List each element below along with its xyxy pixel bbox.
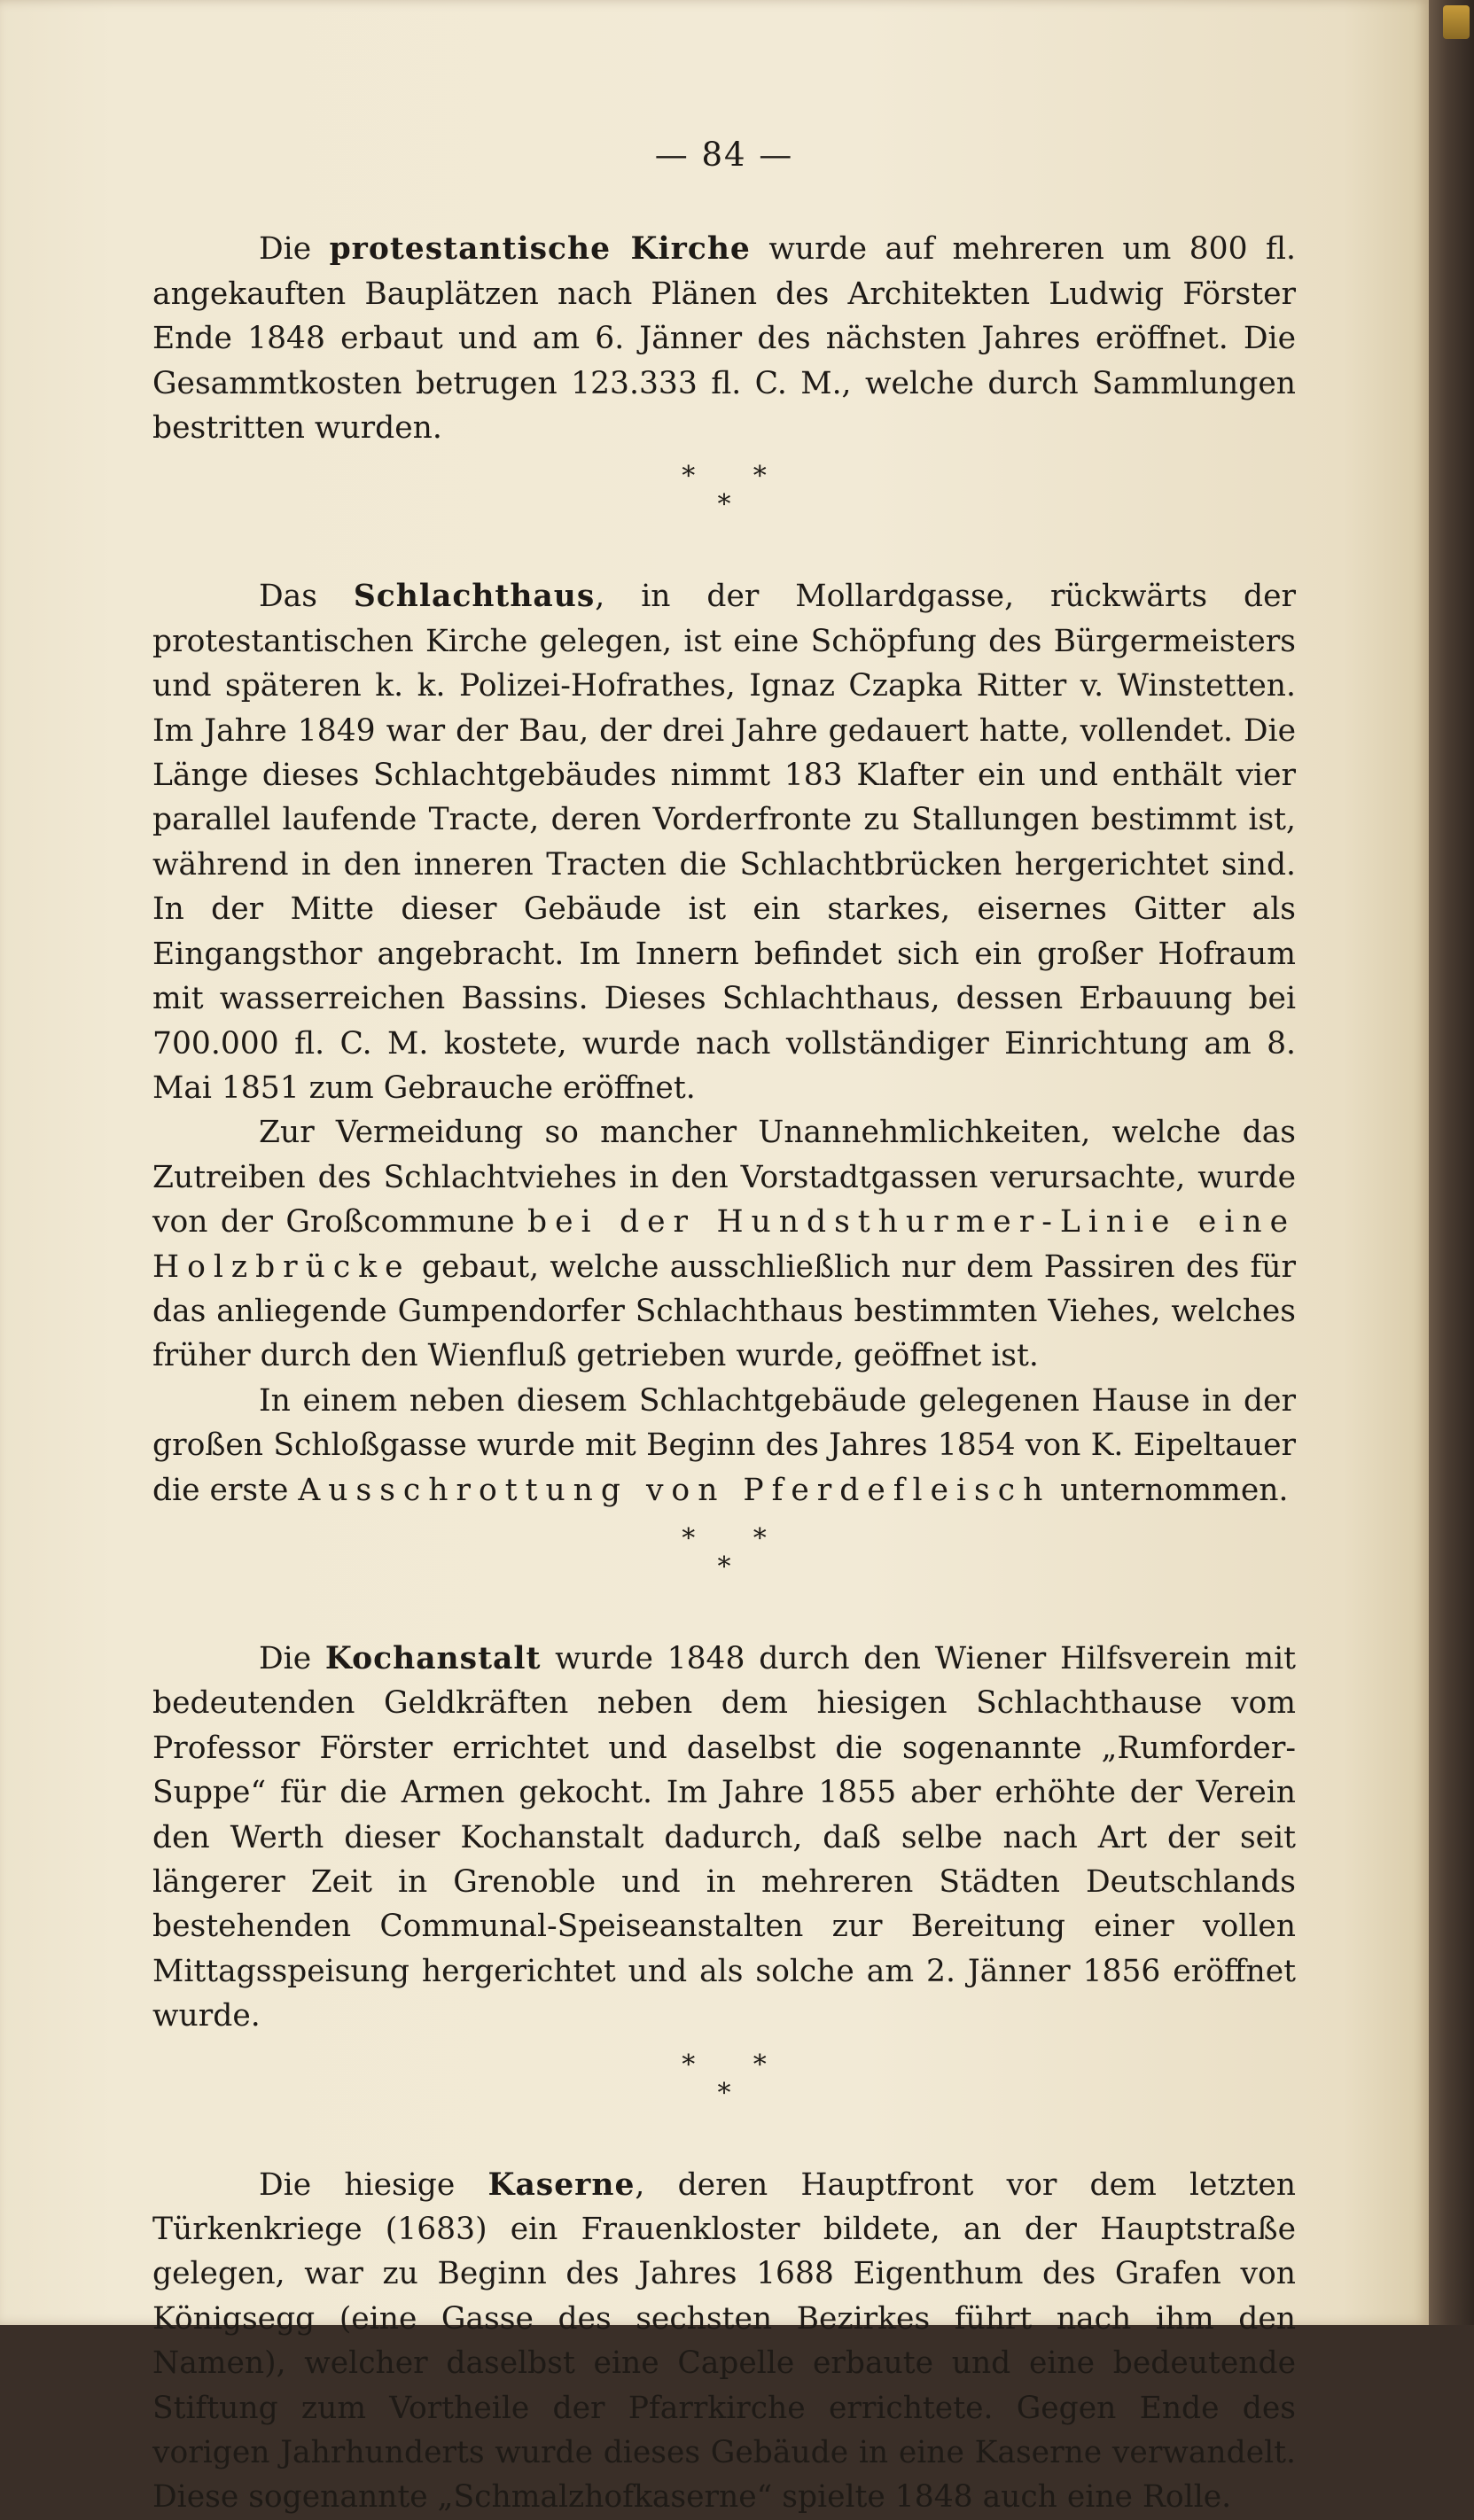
paragraph xyxy=(152,1637,1296,2039)
section-heading: protestantische Kirche xyxy=(329,231,751,268)
section-heading: Kaserne xyxy=(487,2166,636,2203)
text-run: unternommen. xyxy=(1050,1472,1289,1508)
page-text xyxy=(152,133,1296,2520)
section-separator xyxy=(152,463,1296,541)
text-run: , in der Mollardgasse, rückwärts der protestantischen Kirche gelegen, ist eine Schöpfung des Bürgermeisters und späteren k. k. Polizei-Hofrathes, Ignaz Czapka Ritter v. Winstetten. Im Jahre 1849 war der Bau, der drei Jahre gedauert hatte, vollendet. Die Länge dieses Schlachtgebäudes nimmt 183 Klafter ein und enthält vier parallel laufende Tracte, deren Vorderfronte zu Stallungen bestimmt ist, während in den inneren Tracten die Schlachtbrücken hergerichtet sind. In der Mitte dieser Gebäude ist ein starkes, eisernes Gitter als Eingangsthor angebracht. Im Innern befindet sich ein großer Hofraum mit wasserreichen Bassins. Dieses Schlachthaus, dessen Erbauung bei 700.000 fl. C. M. kostete, wurde nach vollständiger Einrichtung am 8. Mai 1851 zum Gebrauche eröffnet. xyxy=(152,579,1296,1106)
paragraph xyxy=(152,1379,1296,1513)
text-run: , deren Hauptfront vor dem letzten Türkenkriege (1683) ein Frauenkloster bildete, an der Hauptstraße gelegen, war zu Beginn des Jahres 1688 Eigenthum des Grafen von Königsegg (eine Gasse des sechsten Bezirkes führt nach ihm den Namen), welcher daselbst eine Capelle erbaute und eine bedeutende Stiftung zum Vortheile der Pfarrkirche errichtete. Gegen Ende des vorigen Jahrhunderts wurde dieses Gebäude in eine Kaserne verwandelt. Diese sogenannte „Schmalzhofkaserne“ spielte 1848 auch eine Rolle. xyxy=(152,2166,1296,2516)
book-spine-edge xyxy=(1429,0,1474,2325)
separator-star-bottom: * xyxy=(717,489,731,521)
text-run: Die xyxy=(259,1640,325,1676)
section-heading: Kochanstalt xyxy=(324,1640,542,1676)
text-run: Die xyxy=(259,231,330,268)
section-separator xyxy=(152,2051,1296,2129)
text-run: wurde 1848 durch den Wiener Hilfsverein mit bedeutenden Geldkräften neben dem hiesigen Schlachthause vom Professor Förster errichtet und daselbst die sogenannte „Rumforder-Suppe“ für die Armen gekocht. Im Jahre 1855 aber erhöhte der Verein den Werth dieser Kochanstalt dadurch, daß selbe nach Art der seit längerer Zeit in Grenoble und in mehreren Städten Deutschlands bestehenden Communal-Speiseanstalten zur Bereitung einer vollen Mittagsspeisung hergerichtet und als solche am 2. Jänner 1856 eröffnet wurde. xyxy=(152,1640,1297,2034)
page-number: — 84 — xyxy=(654,136,794,174)
gilt-corner xyxy=(1443,5,1470,39)
text-run: Das xyxy=(259,579,354,615)
paragraph xyxy=(152,574,1296,1110)
paragraph xyxy=(152,2163,1296,2520)
separator-star-bottom: * xyxy=(717,2077,731,2109)
section-heading: Schlachthaus xyxy=(353,579,596,615)
page-body xyxy=(152,227,1296,2519)
text-run: wurde auf mehreren um 800 fl. angekauften Bauplätzen nach Plänen des Architekten Ludwig Förster Ende 1848 erbaut und am 6. Jänner des nächsten Jahres eröffnet. Die Gesammtkosten betrugen 123.333 fl. C. M., welche durch Sammlungen bestritten wurden. xyxy=(152,231,1297,447)
section-separator xyxy=(152,1522,1296,1603)
separator-stars-top: * * xyxy=(682,1522,767,1554)
separator-stars-top: * * xyxy=(682,461,767,493)
text-run: Zur Vermeidung so mancher Unannehmlichkeiten, welche das Zutreiben des Schlachtviehes in den Vorstadtgassen verursachte, wurde von der Großcommune xyxy=(152,1115,1296,1241)
separator-stars-top: * * xyxy=(682,2049,767,2081)
text-run: In einem neben diesem Schlachtgebäude gelegenen Hause in der großen Schloßgasse wurde mit Beginn des Jahres 1854 von K. Eipeltauer die erste xyxy=(152,1382,1296,1508)
emphasis-spaced: Ausschrottung von Pferdefleisch xyxy=(298,1472,1051,1508)
paragraph xyxy=(152,1110,1296,1378)
text-run: gebaut, welche ausschließlich nur dem Passiren des für das anliegende Gumpendorfer Schlachthaus bestimmten Viehes, welches früher durch den Wienfluß getrieben wurde, geöffnet ist. xyxy=(152,1248,1296,1374)
paragraph xyxy=(152,227,1296,450)
text-run: Die hiesige xyxy=(259,2166,488,2203)
emphasis-spaced: bei der Hundsthurmer-Linie eine Holzbrücke xyxy=(152,1204,1296,1285)
separator-star-bottom: * xyxy=(717,1551,731,1583)
